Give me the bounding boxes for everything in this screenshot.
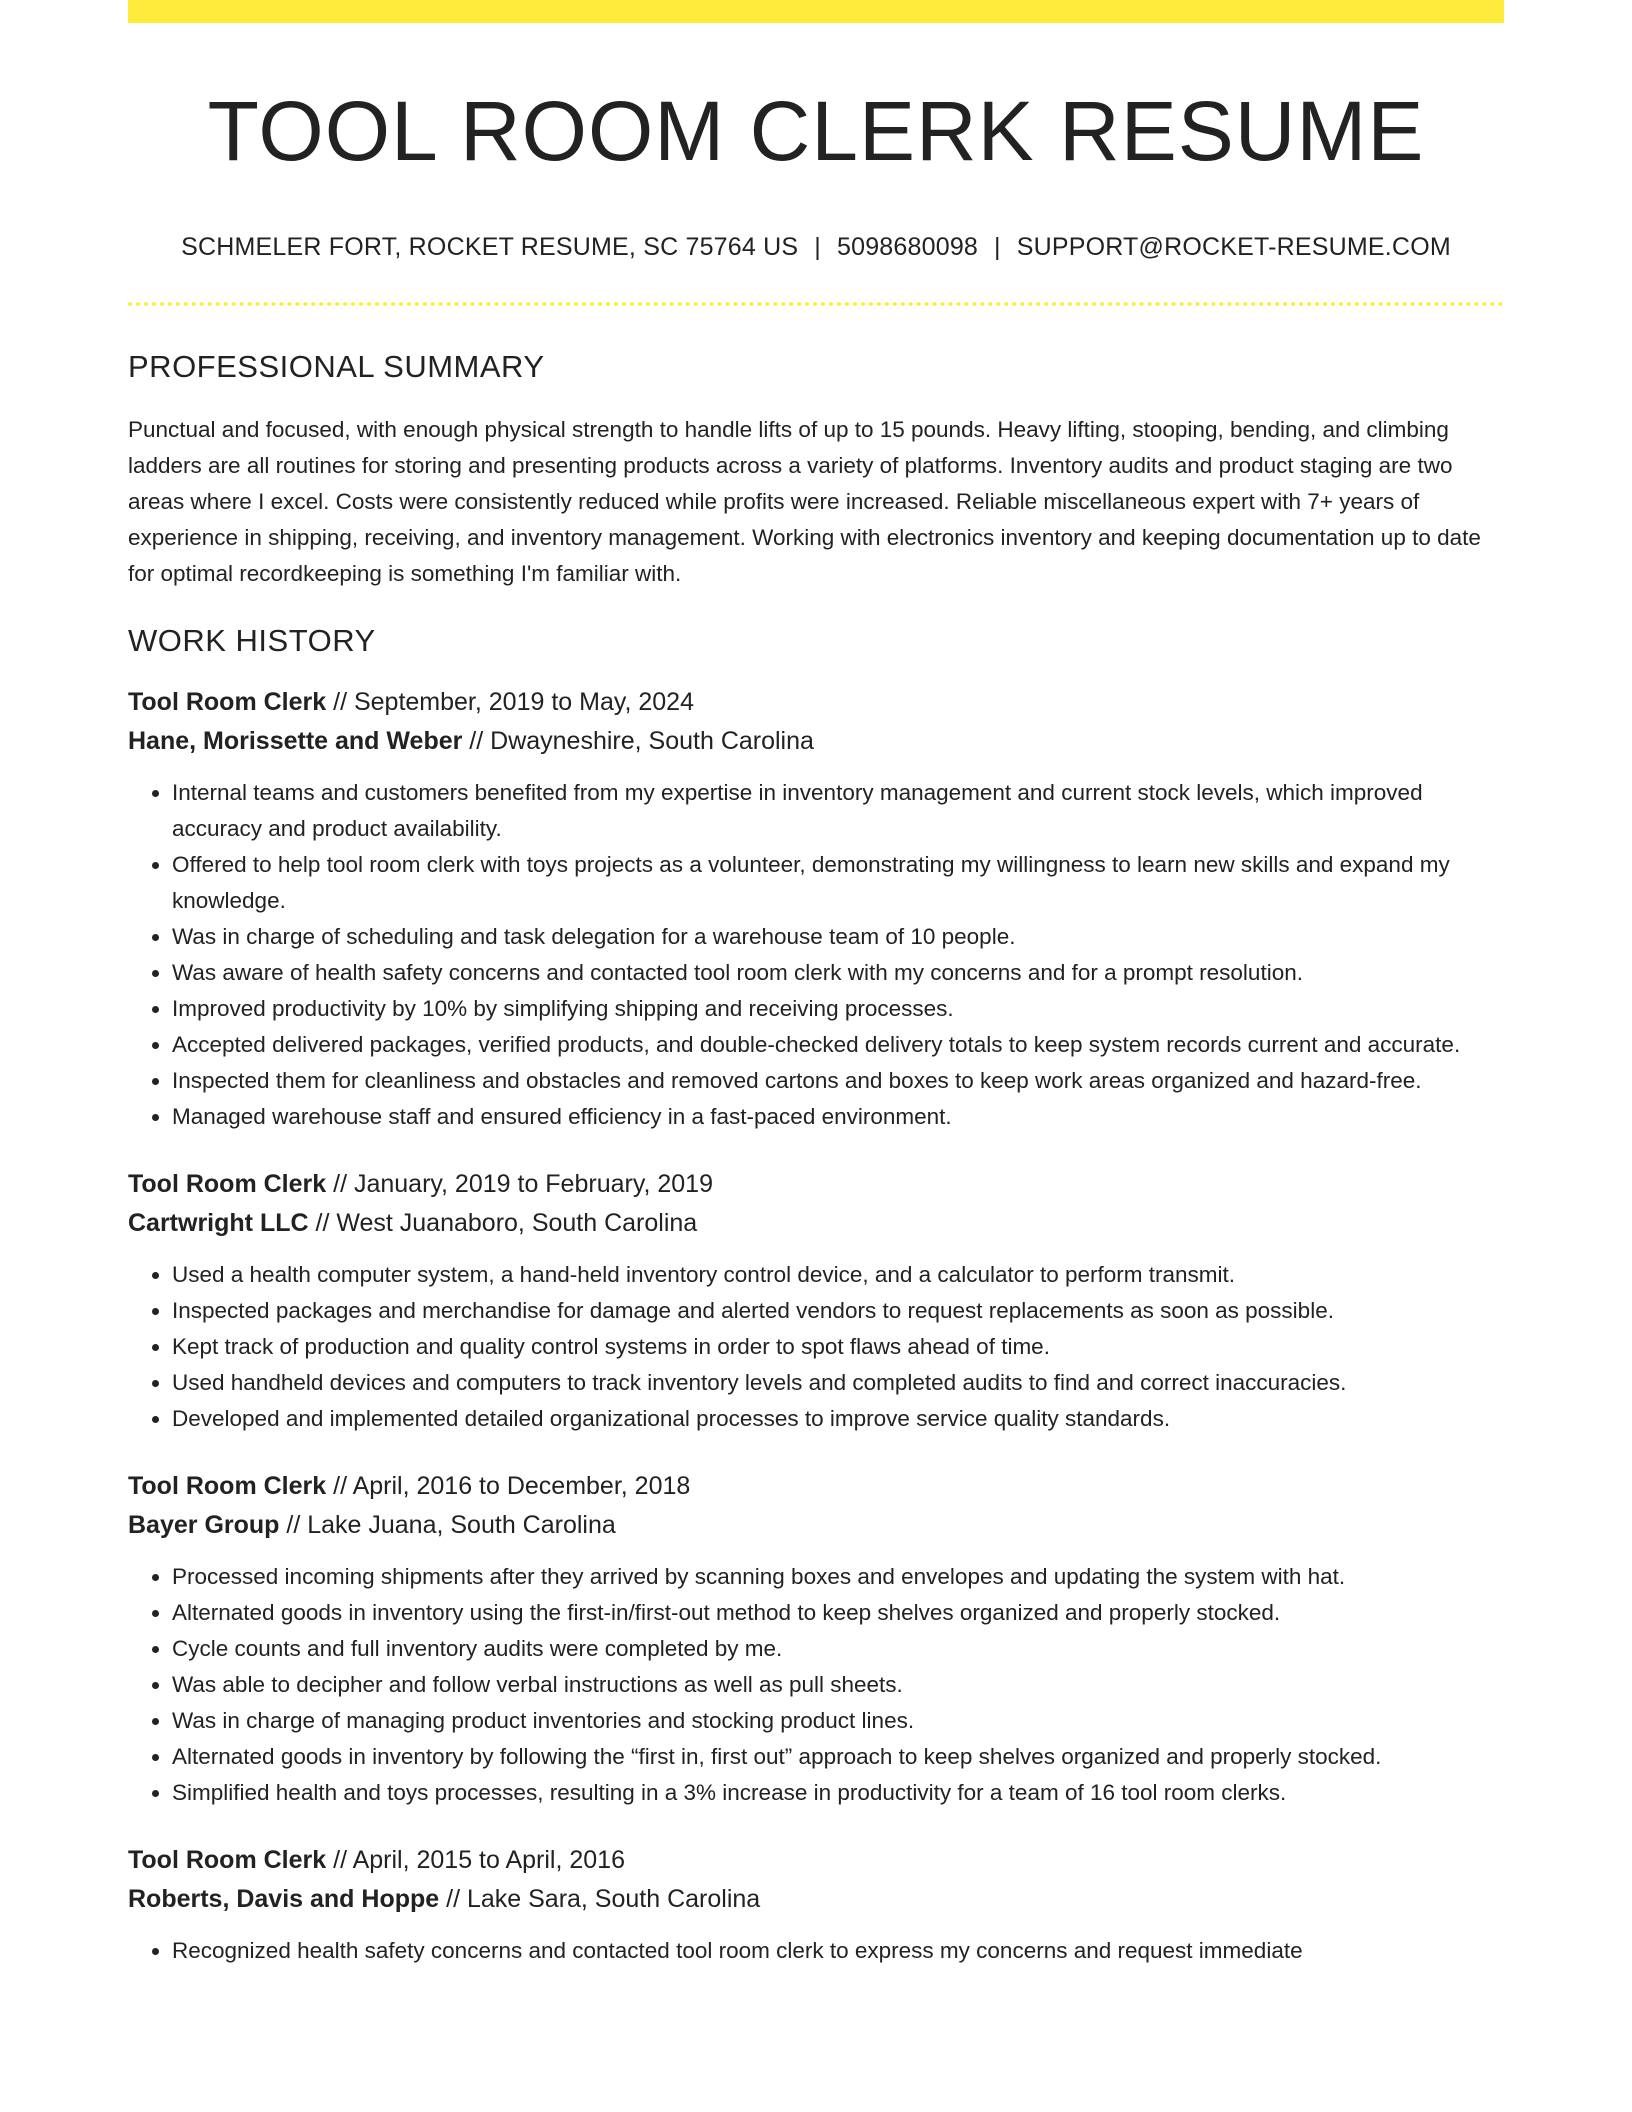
resume-title: TOOL ROOM CLERK RESUME	[207, 84, 1425, 178]
job-company: Roberts, Davis and Hoppe	[128, 1884, 440, 1913]
contact-separator: |	[814, 233, 821, 262]
summary-text: Punctual and focused, with enough physical strength to handle lifts of up to 15 pounds. Heavy lifting, stooping, bending, and climbing ladders are all routines for storing and presenting products across a variety of platforms. Inventory audits and product staging are two areas where I excel. Costs were consistently reduced while profits were increased. Reliable miscellaneous expert with 7+ years of experience in shipping, receiving, and inventory management. Working with electronics inventory and keeping documentation up to date for optimal recordkeeping is something I'm familiar with.	[128, 416, 1481, 586]
job-location: // Lake Sara, South Carolina	[439, 1884, 761, 1913]
list-item: • Cycle counts and full inventory audits were completed by me.	[172, 1631, 1504, 1667]
list-item: • Was in charge of managing product inventories and stocking product lines.	[172, 1703, 1504, 1739]
job-role: Tool Room Clerk	[128, 687, 327, 716]
summary-heading: PROFESSIONAL SUMMARY	[128, 349, 545, 385]
accent-bar	[128, 0, 1504, 23]
list-item: • Alternated goods in inventory by following the “first in, first out” approach to keep shelves organized and properly stocked.	[172, 1739, 1504, 1775]
job-list	[128, 683, 1504, 1969]
contact-address: SCHMELER FORT, ROCKET RESUME, SC 75764 US	[181, 233, 799, 262]
contact-email: SUPPORT@ROCKET-RESUME.COM	[1016, 233, 1451, 262]
contact-phone: 5098680098	[836, 233, 979, 262]
job-role: Tool Room Clerk	[128, 1845, 327, 1874]
job-dates: // September, 2019 to May, 2024	[326, 687, 694, 716]
list-item: • Was in charge of scheduling and task delegation for a warehouse team of 10 people.	[172, 919, 1504, 955]
list-item: • Improved productivity by 10% by simplifying shipping and receiving processes.	[172, 991, 1504, 1027]
contact-separator: |	[994, 233, 1001, 262]
list-item: • Inspected packages and merchandise for damage and alerted vendors to request replacements as soon as possible.	[172, 1293, 1504, 1329]
job-dates: // April, 2015 to April, 2016	[326, 1845, 625, 1874]
job-location: // Dwayneshire, South Carolina	[462, 726, 814, 755]
list-item: • Used a health computer system, a hand-held inventory control device, and a calculator to perform transmit.	[172, 1257, 1504, 1293]
job-company: Cartwright LLC	[128, 1208, 309, 1237]
list-item: • Offered to help tool room clerk with toys projects as a volunteer, demonstrating my willingness to learn new skills and expand my knowledge.	[172, 847, 1504, 919]
list-item: • Alternated goods in inventory using the first-in/first-out method to keep shelves organized and properly stocked.	[172, 1595, 1504, 1631]
list-item: • Internal teams and customers benefited from my expertise in inventory management and current stock levels, which improved accuracy and product availability.	[172, 775, 1504, 847]
job-bullets	[128, 775, 1504, 1135]
job-dates: // January, 2019 to February, 2019	[326, 1169, 713, 1198]
job-company: Hane, Morissette and Weber	[128, 726, 463, 755]
job-role: Tool Room Clerk	[128, 1169, 327, 1198]
job-company: Bayer Group	[128, 1510, 280, 1539]
job-company-line	[128, 1880, 1504, 1919]
list-item: • Accepted delivered packages, verified products, and double-checked delivery totals to keep system records current and accurate.	[172, 1027, 1504, 1063]
work-history-heading: WORK HISTORY	[128, 622, 376, 658]
job-entry	[128, 1841, 1504, 1969]
job-company-line	[128, 1204, 1504, 1243]
job-company-line	[128, 1506, 1504, 1545]
job-entry	[128, 683, 1504, 1135]
job-role-line	[128, 1467, 1504, 1506]
job-role: Tool Room Clerk	[128, 1471, 327, 1500]
job-bullets	[128, 1559, 1504, 1811]
list-item: • Simplified health and toys processes, resulting in a 3% increase in productivity for a team of 16 tool room clerks.	[172, 1775, 1504, 1811]
list-item: • Was able to decipher and follow verbal instructions as well as pull sheets.	[172, 1667, 1504, 1703]
resume-page	[128, 0, 1504, 1969]
list-item: • Inspected them for cleanliness and obstacles and removed cartons and boxes to keep work areas organized and hazard-free.	[172, 1063, 1504, 1099]
contact-line	[128, 233, 1504, 262]
job-location: // Lake Juana, South Carolina	[279, 1510, 616, 1539]
list-item: • Recognized health safety concerns and contacted tool room clerk to express my concerns and request immediate	[172, 1933, 1504, 1969]
job-role-line	[128, 1841, 1504, 1880]
job-dates: // April, 2016 to December, 2018	[326, 1471, 691, 1500]
job-role-line	[128, 683, 1504, 722]
list-item: • Managed warehouse staff and ensured efficiency in a fast-paced environment.	[172, 1099, 1504, 1135]
job-location: // West Juanaboro, South Carolina	[308, 1208, 698, 1237]
job-bullets	[128, 1257, 1504, 1437]
job-entry	[128, 1467, 1504, 1811]
job-role-line	[128, 1165, 1504, 1204]
list-item: • Developed and implemented detailed organizational processes to improve service quality standards.	[172, 1401, 1504, 1437]
job-entry	[128, 1165, 1504, 1437]
list-item: • Kept track of production and quality control systems in order to spot flaws ahead of time.	[172, 1329, 1504, 1365]
list-item: • Processed incoming shipments after they arrived by scanning boxes and envelopes and updating the system with hat.	[172, 1559, 1504, 1595]
job-bullets	[128, 1933, 1504, 1969]
job-company-line	[128, 722, 1504, 761]
list-item: • Used handheld devices and computers to track inventory levels and completed audits to find and correct inaccuracies.	[172, 1365, 1504, 1401]
list-item: • Was aware of health safety concerns and contacted tool room clerk with my concerns and for a prompt resolution.	[172, 955, 1504, 991]
dotted-divider	[128, 302, 1504, 306]
